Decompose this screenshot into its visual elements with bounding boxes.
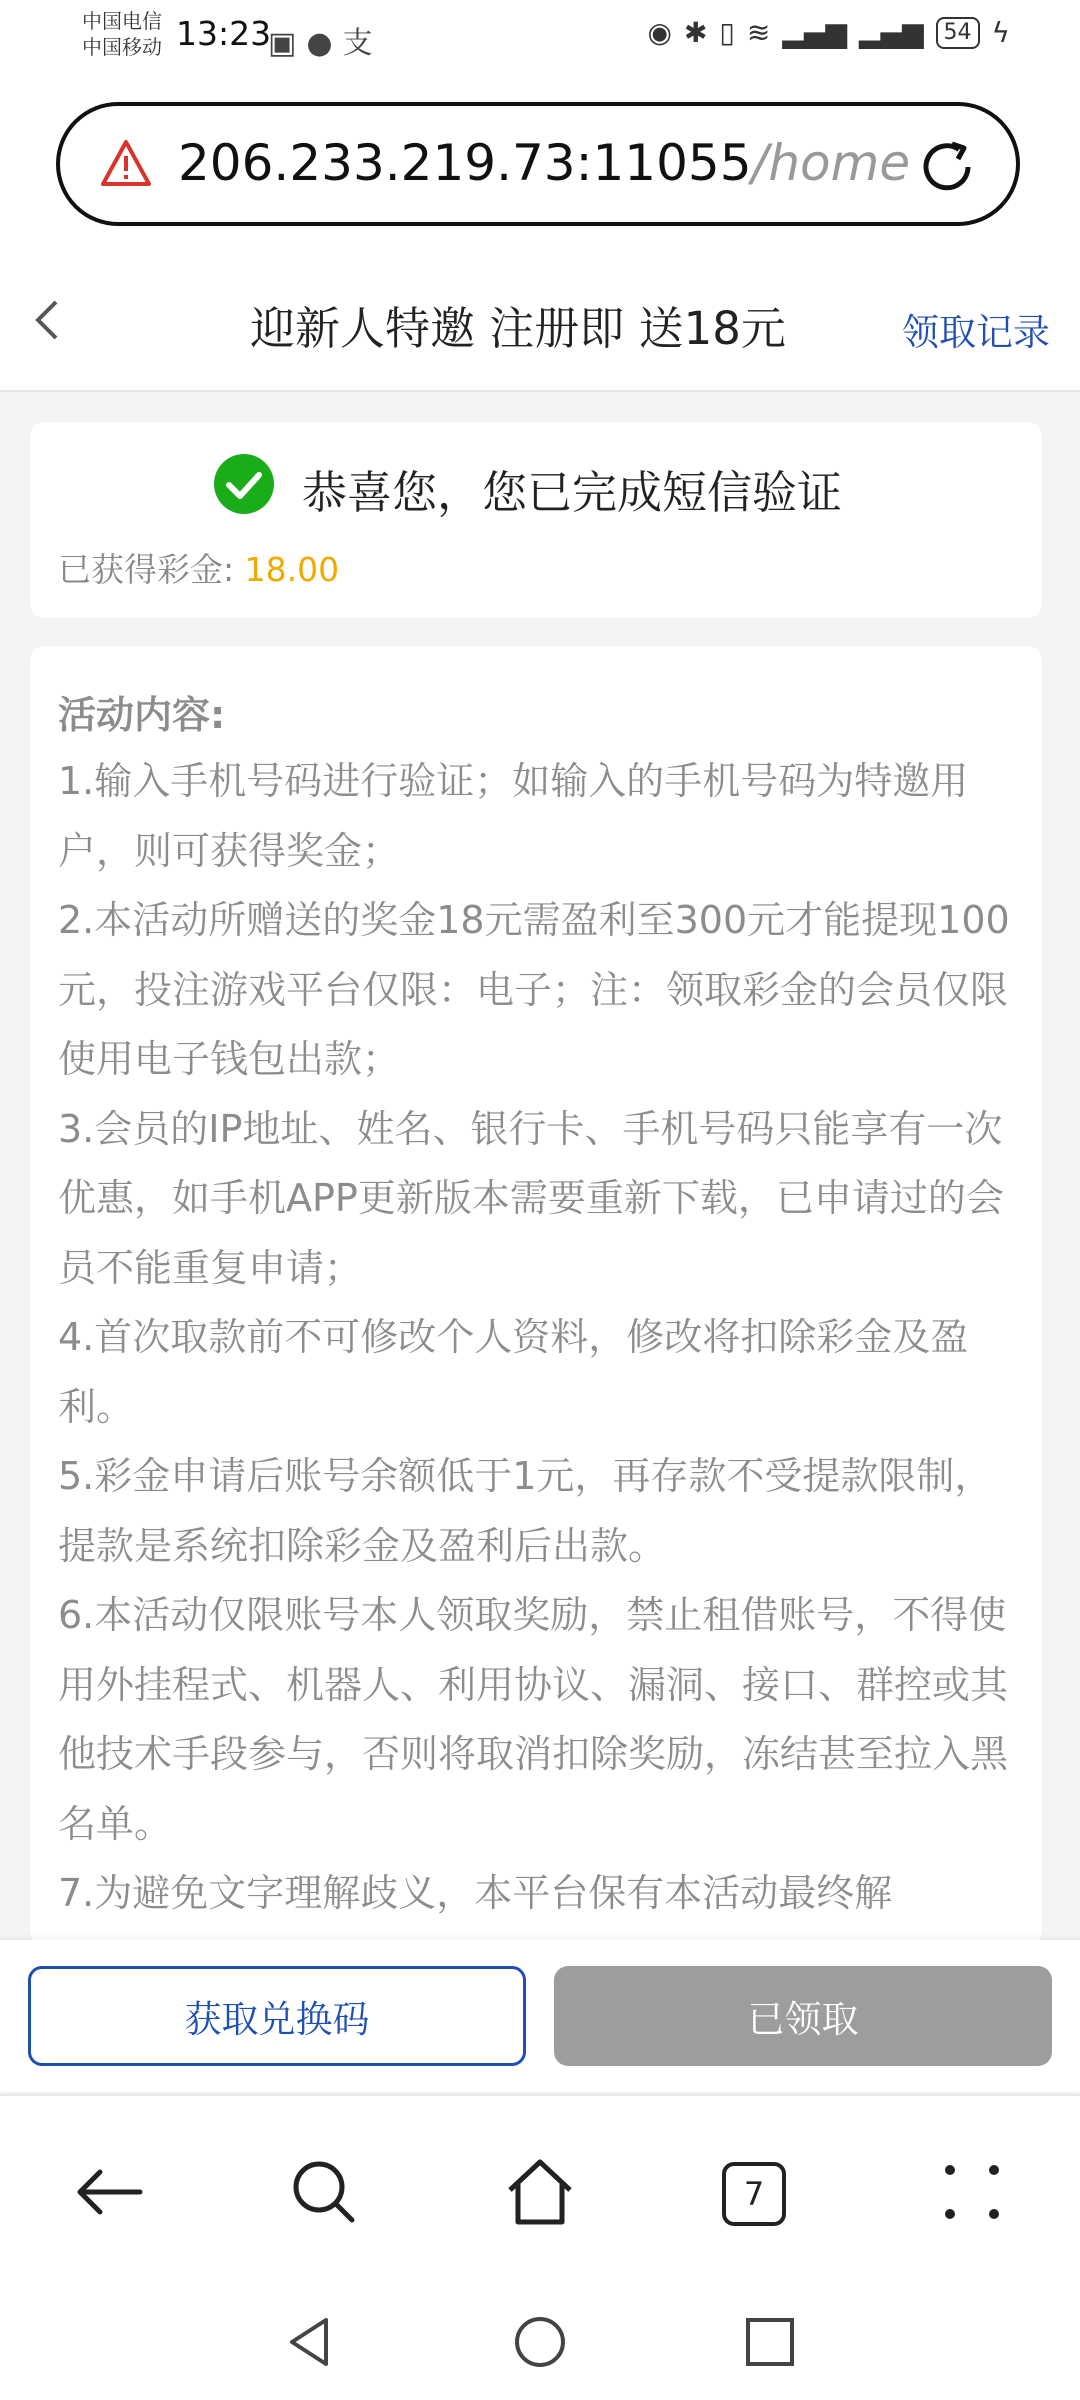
rule-item: 5.彩金申请后账号余额低于1元，再存款不受提款限制，提款是系统扣除彩金及盈利后出款。 [58,1454,993,1568]
page-title: 迎新人特邀 注册即 送18元 [250,302,786,355]
page-header [0,250,1080,392]
system-nav-bar [0,2288,1080,2400]
claimed-button[interactable]: 已领取 [554,1966,1052,2066]
notification-icons [268,18,383,62]
bonus-label: 已获得彩金: [58,550,235,589]
action-bar [0,1940,1080,2092]
more-menu-icon[interactable] [934,2154,1010,2230]
bonus-row [58,544,339,591]
rules-title: 活动内容: [58,693,226,737]
rules-list [58,747,1014,1929]
home-icon[interactable] [502,2154,578,2230]
check-circle-icon [212,452,276,516]
bonus-value: 18.00 [244,550,340,589]
success-message: 恭喜您，您已完成短信验证 [302,466,843,519]
url-host: 206.233.219.73:11055 [178,134,752,192]
tabs-count-icon[interactable]: 7 [722,2162,786,2226]
activity-rules-card [30,646,1042,1946]
charging-icon: ϟ [991,16,1010,49]
url-text[interactable] [178,134,922,192]
wifi-icon: ≋ [746,16,771,49]
rule-item: 3.会员的IP地址、姓名、银行卡、手机号码只能享有一次优惠，如手机APP更新版本需要重新下载，已申请过的会员不能重复申请； [58,1106,1004,1290]
vibrate-icon: ▯ [719,16,735,49]
status-bar [0,0,1080,90]
back-icon[interactable] [70,2154,146,2230]
carrier-2: 中国移动 [82,35,162,59]
rule-item: 6.本活动仅限账号本人领取奖励，禁止租借账号，不得使用外挂程式、机器人、利用协议、漏洞、接口、群控或其他技术手段参与，否则将取消扣除奖励，冻结甚至拉入黑名单。 [58,1593,1009,1846]
address-bar[interactable] [56,102,1020,226]
system-recents-icon[interactable] [742,2314,798,2370]
back-arrow-icon[interactable] [28,296,64,344]
rule-item: 4.首次取款前不可修改个人资料，修改将扣除彩金及盈利。 [58,1315,969,1429]
eye-comfort-icon: ◉ [647,16,672,49]
alipay-icon: 支 [342,26,383,61]
rule-item: 7.为避免文字理解歧义，本平台保有本活动最终解 [58,1871,893,1915]
signal-5g-icon: ▂▄▆ [782,16,847,49]
battery-icon: 54 [936,17,980,49]
chat-icon: ● [306,26,343,61]
system-icons [648,16,1011,49]
bluetooth-icon: ✱ [683,16,708,49]
browser-toolbar [0,90,1080,250]
browser-nav-bar [0,2094,1080,2290]
rule-item: 2.本活动所赠送的奖金18元需盈利至300元才能提现100元，投注游戏平台仅限：电子；注：领取彩金的会员仅限使用电子钱包出款； [58,898,1010,1081]
signal-4g-icon: ▂▄▆ [858,16,924,49]
get-redeem-code-button[interactable]: 获取兑换码 [28,1966,526,2066]
carrier-1: 中国电信 [82,9,162,33]
status-time: 13:23 [176,14,272,53]
warning-icon[interactable] [100,138,152,190]
search-icon[interactable] [286,2154,362,2230]
claim-records-link[interactable]: 领取记录 [902,311,1050,354]
verification-success-card [30,422,1042,618]
app-notification-icon: ▣ [268,26,307,61]
rule-item: 1.输入手机号码进行验证；如输入的手机号码为特邀用户，则可获得奖金； [58,759,969,873]
carrier-names [82,8,162,60]
system-back-icon[interactable] [282,2314,338,2370]
url-path: /home [751,134,911,192]
system-home-icon[interactable] [512,2314,568,2370]
reload-icon[interactable] [914,134,980,200]
